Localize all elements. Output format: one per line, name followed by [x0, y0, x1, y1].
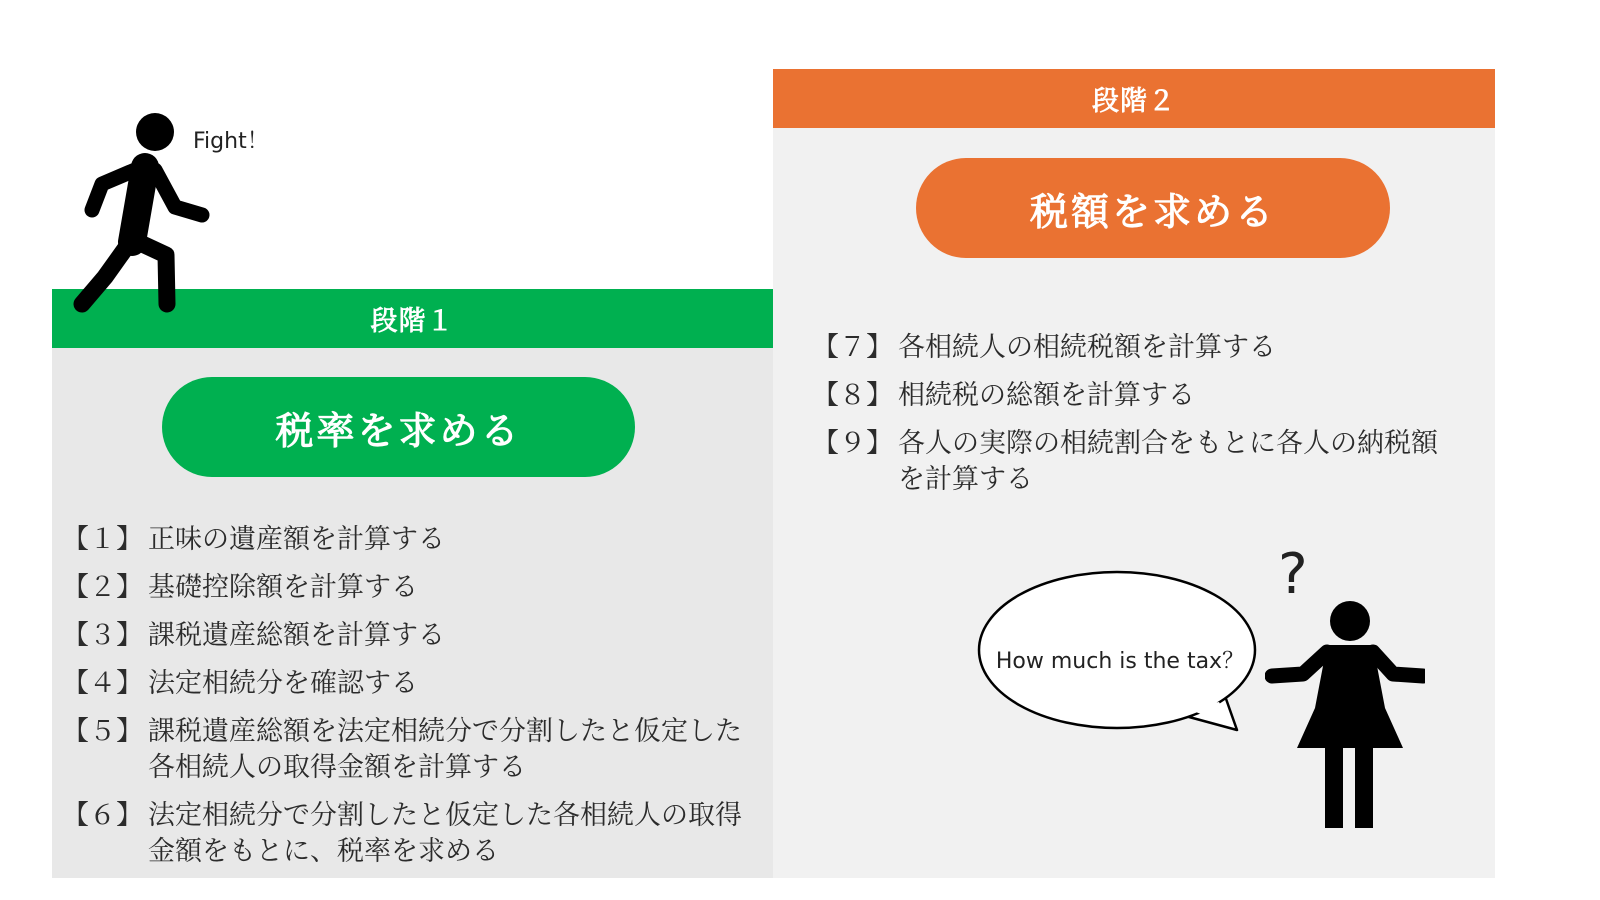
stage1-goal-pill: 税率を求める — [162, 377, 635, 477]
step-number: 【３】 — [62, 620, 143, 651]
step-number: 【９】 — [812, 428, 893, 459]
step-text: 正味の遺産額を計算する — [148, 524, 445, 555]
list-item — [62, 570, 762, 606]
step-number: 【５】 — [62, 716, 143, 747]
stage1-header: 段階１ — [52, 289, 773, 348]
step-number: 【１】 — [62, 524, 143, 555]
step-number: 【７】 — [812, 332, 893, 363]
confused-woman-icon — [1265, 600, 1425, 830]
list-item — [812, 378, 1462, 414]
speech-bubble-text: How much is the tax？ — [995, 649, 1245, 674]
stage2-steps-list — [812, 330, 1462, 510]
step-text: 各人の実際の相続割合をもとに各人の納税額を計算する — [898, 428, 1438, 495]
step-number: 【４】 — [62, 668, 143, 699]
stage1-steps-list — [62, 522, 762, 882]
step-number: 【６】 — [62, 800, 143, 831]
step-text: 相続税の総額を計算する — [898, 380, 1195, 411]
step-text: 法定相続分で分割したと仮定した各相続人の取得金額をもとに、税率を求める — [148, 800, 742, 867]
fight-label: Fight！ — [193, 129, 269, 154]
stage2-header: 段階２ — [773, 69, 1495, 128]
step-text: 基礎控除額を計算する — [148, 572, 418, 603]
list-item — [812, 330, 1462, 366]
list-item — [812, 426, 1462, 498]
step-number: 【８】 — [812, 380, 893, 411]
list-item — [62, 798, 762, 870]
step-text: 法定相続分を確認する — [148, 668, 418, 699]
step-text: 課税遺産総額を法定相続分で分割したと仮定した各相続人の取得金額を計算する — [148, 716, 742, 783]
list-item — [62, 522, 762, 558]
step-text: 各相続人の相続税額を計算する — [898, 332, 1276, 363]
list-item — [62, 618, 762, 654]
step-number: 【２】 — [62, 572, 143, 603]
stage2-goal-pill: 税額を求める — [916, 158, 1390, 258]
step-text: 課税遺産総額を計算する — [148, 620, 445, 651]
question-mark: ? — [1278, 542, 1308, 607]
list-item — [62, 714, 762, 786]
list-item — [62, 666, 762, 702]
